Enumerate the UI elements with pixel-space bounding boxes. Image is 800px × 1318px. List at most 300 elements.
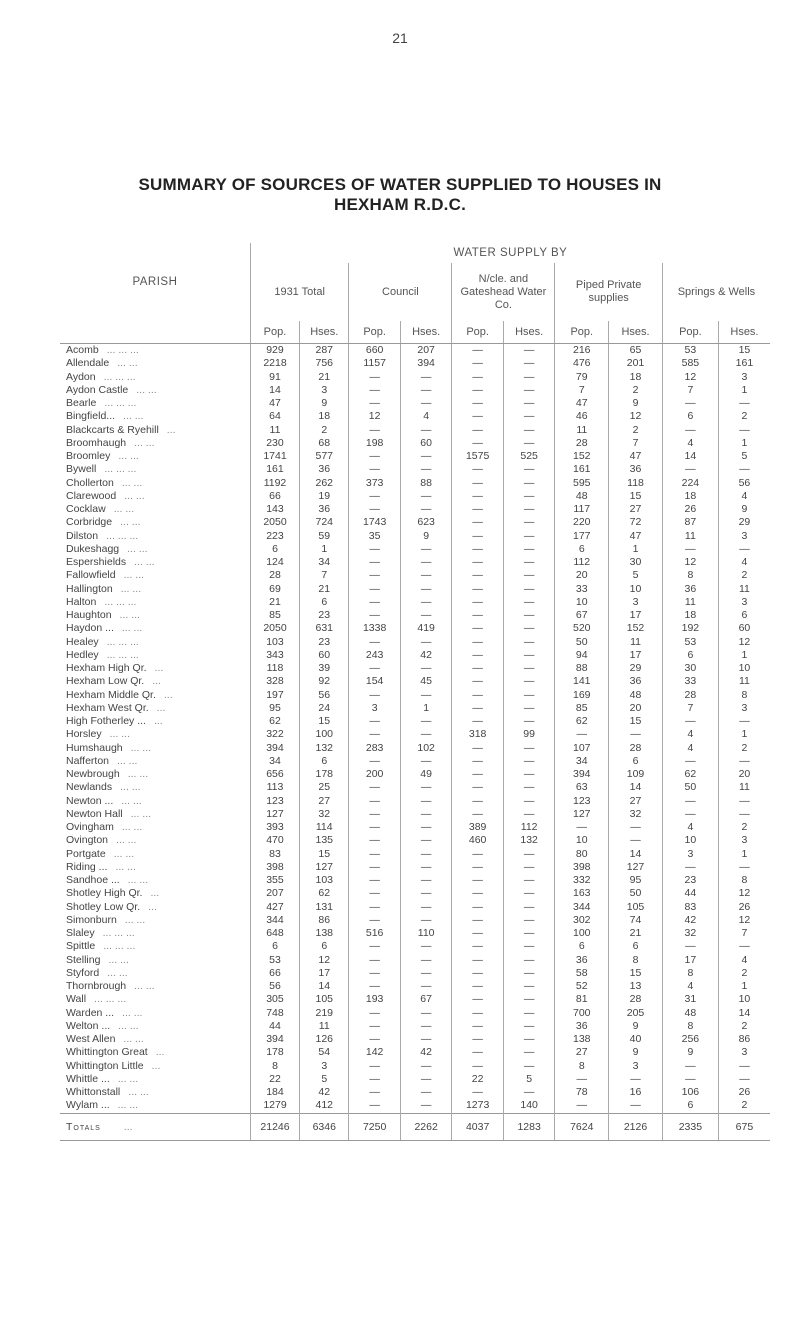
parish-name: Bingfield... <box>66 410 116 423</box>
parish-cell <box>60 503 250 516</box>
value-cell: — <box>452 384 504 397</box>
leader-dots: ... ... <box>123 410 144 423</box>
value-cell: — <box>503 583 555 596</box>
value-cell: — <box>452 808 504 821</box>
leader-dots: ... <box>155 1046 165 1059</box>
value-cell: — <box>503 967 555 980</box>
value-cell: — <box>400 808 452 821</box>
value-cell: 15 <box>609 490 663 503</box>
value-cell: 20 <box>555 569 609 582</box>
value-cell: 66 <box>250 490 299 503</box>
value-cell: 6 <box>662 410 718 423</box>
title-line-2: HEXHAM R.D.C. <box>334 195 466 214</box>
value-cell: 18 <box>609 371 663 384</box>
value-cell: — <box>452 371 504 384</box>
value-cell: — <box>555 821 609 834</box>
value-cell: 154 <box>349 675 401 688</box>
value-cell: — <box>662 1060 718 1073</box>
parish-cell <box>60 1073 250 1086</box>
value-cell: 6 <box>300 596 349 609</box>
value-cell: 177 <box>555 530 609 543</box>
totals-value: 7250 <box>349 1113 401 1140</box>
value-cell: 230 <box>250 437 299 450</box>
value-cell: 15 <box>718 344 770 358</box>
parish-cell <box>60 424 250 437</box>
parish-name: Halton <box>66 595 97 608</box>
value-cell: — <box>662 397 718 410</box>
value-cell: 178 <box>250 1046 299 1059</box>
value-cell: 398 <box>250 861 299 874</box>
value-cell: 10 <box>718 993 770 1006</box>
value-cell: 207 <box>250 887 299 900</box>
value-cell: 3 <box>300 1060 349 1073</box>
value-cell: — <box>400 609 452 622</box>
value-cell: — <box>662 861 718 874</box>
value-cell: 138 <box>300 927 349 940</box>
value-cell: — <box>349 874 401 887</box>
value-cell: — <box>452 437 504 450</box>
parish-cell <box>60 702 250 715</box>
value-cell: 10 <box>555 834 609 847</box>
value-cell: — <box>349 901 401 914</box>
parish-name: Broomley <box>66 450 111 462</box>
leader-dots: ... <box>152 675 161 688</box>
table-row <box>60 675 770 688</box>
value-cell: 585 <box>662 357 718 370</box>
value-cell: — <box>503 424 555 437</box>
header-pop: Pop. <box>662 321 718 344</box>
table-row <box>60 437 770 450</box>
value-cell: — <box>503 755 555 768</box>
value-cell: 110 <box>400 927 452 940</box>
table-row <box>60 530 770 543</box>
value-cell: 6 <box>555 940 609 953</box>
value-cell: — <box>718 755 770 768</box>
value-cell: 29 <box>718 516 770 529</box>
value-cell: 124 <box>250 556 299 569</box>
value-cell: — <box>662 1073 718 1086</box>
table-row <box>60 954 770 967</box>
value-cell: — <box>609 834 663 847</box>
parish-cell <box>60 808 250 821</box>
table-row <box>60 781 770 794</box>
value-cell: 34 <box>300 556 349 569</box>
value-cell: — <box>349 1020 401 1033</box>
parish-cell <box>60 980 250 993</box>
leader-dots: ... ... <box>127 768 149 780</box>
leader-dots: ... ... <box>127 542 148 555</box>
value-cell: — <box>400 371 452 384</box>
parish-name: Newton Hall <box>66 807 123 820</box>
value-cell: — <box>349 795 401 808</box>
value-cell: 1279 <box>250 1099 299 1113</box>
value-cell: — <box>400 689 452 702</box>
value-cell: 3 <box>300 384 349 397</box>
value-cell: 14 <box>609 781 663 794</box>
value-cell: — <box>452 795 504 808</box>
value-cell: 126 <box>300 1033 349 1046</box>
value-cell: 36 <box>609 675 663 688</box>
table-row <box>60 477 770 490</box>
value-cell: 21 <box>250 596 299 609</box>
value-cell: 7 <box>555 384 609 397</box>
value-cell: — <box>503 1007 555 1020</box>
leader-dots: ... ... <box>118 1019 139 1032</box>
parish-name: Whittle ... <box>66 1072 110 1085</box>
value-cell: 660 <box>349 344 401 358</box>
value-cell: 9 <box>718 503 770 516</box>
parish-name: Clarewood <box>66 489 117 502</box>
value-cell: 11 <box>662 530 718 543</box>
table-row <box>60 821 770 834</box>
value-cell: — <box>503 490 555 503</box>
parish-cell <box>60 675 250 688</box>
value-cell: 53 <box>662 636 718 649</box>
value-cell: — <box>349 397 401 410</box>
table-row <box>60 1046 770 1059</box>
value-cell: — <box>555 1099 609 1113</box>
value-cell: 2050 <box>250 516 299 529</box>
value-cell: 103 <box>300 874 349 887</box>
value-cell: 62 <box>250 715 299 728</box>
parish-name: Wylam ... <box>66 1099 110 1112</box>
value-cell: 48 <box>555 490 609 503</box>
table-row <box>60 490 770 503</box>
value-cell: 127 <box>555 808 609 821</box>
leader-dots: ... ... <box>134 980 155 992</box>
value-cell: 17 <box>609 649 663 662</box>
header-total: 1931 Total <box>250 263 349 321</box>
value-cell: 7 <box>609 437 663 450</box>
table-row <box>60 636 770 649</box>
parish-cell <box>60 861 250 874</box>
leader-dots: ... ... <box>117 1099 139 1112</box>
value-cell: 11 <box>718 675 770 688</box>
value-cell: 26 <box>662 503 718 516</box>
value-cell: — <box>349 596 401 609</box>
value-cell: 118 <box>250 662 299 675</box>
totals-value: 2335 <box>662 1113 718 1140</box>
value-cell: 178 <box>300 768 349 781</box>
value-cell: — <box>503 569 555 582</box>
value-cell: — <box>503 636 555 649</box>
value-cell: — <box>503 1060 555 1073</box>
table-row <box>60 503 770 516</box>
parish-cell <box>60 715 250 728</box>
parish-cell <box>60 437 250 450</box>
parish-name: Fallowfield <box>66 569 116 582</box>
value-cell: — <box>400 662 452 675</box>
value-cell: 3 <box>718 371 770 384</box>
value-cell: — <box>349 728 401 741</box>
value-cell: 1338 <box>349 622 401 635</box>
value-cell: 15 <box>300 715 349 728</box>
value-cell: 656 <box>250 768 299 781</box>
parish-cell <box>60 887 250 900</box>
value-cell: — <box>400 715 452 728</box>
value-cell: 17 <box>300 967 349 980</box>
value-cell: 47 <box>250 397 299 410</box>
value-cell: — <box>452 556 504 569</box>
value-cell: 106 <box>662 1086 718 1099</box>
value-cell: — <box>718 715 770 728</box>
leader-dots: ... ... ... <box>103 940 136 953</box>
parish-cell <box>60 742 250 755</box>
value-cell: — <box>662 795 718 808</box>
value-cell: 27 <box>609 503 663 516</box>
leader-dots: ... ... <box>134 556 155 568</box>
value-cell: — <box>503 980 555 993</box>
parish-name: Ovington <box>66 834 109 847</box>
value-cell: — <box>718 424 770 437</box>
value-cell: — <box>349 583 401 596</box>
value-cell: — <box>400 914 452 927</box>
value-cell: 631 <box>300 622 349 635</box>
value-cell: — <box>718 795 770 808</box>
parish-name: Aydon Castle <box>66 383 129 396</box>
value-cell: 216 <box>555 344 609 358</box>
table-row <box>60 874 770 887</box>
value-cell: 26 <box>718 1086 770 1099</box>
value-cell: 8 <box>555 1060 609 1073</box>
table-row <box>60 834 770 847</box>
value-cell: 72 <box>609 516 663 529</box>
value-cell: 24 <box>300 702 349 715</box>
value-cell: 4 <box>718 490 770 503</box>
parish-name: Spittle <box>66 940 96 953</box>
value-cell: 39 <box>300 662 349 675</box>
value-cell: — <box>503 357 555 370</box>
value-cell: 4 <box>662 980 718 993</box>
value-cell: — <box>503 1033 555 1046</box>
value-cell: 224 <box>662 477 718 490</box>
value-cell: — <box>503 715 555 728</box>
value-cell: 20 <box>718 768 770 781</box>
value-cell: — <box>662 463 718 476</box>
parish-cell <box>60 583 250 596</box>
value-cell: 15 <box>609 715 663 728</box>
value-cell: — <box>349 781 401 794</box>
value-cell: 50 <box>662 781 718 794</box>
value-cell: 29 <box>609 662 663 675</box>
value-cell: — <box>503 477 555 490</box>
value-cell: 6 <box>555 543 609 556</box>
value-cell: 140 <box>503 1099 555 1113</box>
value-cell: 53 <box>250 954 299 967</box>
value-cell: 34 <box>250 755 299 768</box>
value-cell: 27 <box>555 1046 609 1059</box>
table-row <box>60 357 770 370</box>
leader-dots: ... ... <box>128 1086 149 1098</box>
value-cell: 131 <box>300 901 349 914</box>
value-cell: 100 <box>300 728 349 741</box>
value-cell: 6 <box>662 649 718 662</box>
totals-dots: ... <box>123 1120 133 1133</box>
value-cell: 394 <box>250 742 299 755</box>
value-cell: 86 <box>300 914 349 927</box>
value-cell: 12 <box>718 636 770 649</box>
parish-cell <box>60 463 250 476</box>
value-cell: 8 <box>609 954 663 967</box>
value-cell: 14 <box>250 384 299 397</box>
value-cell: 27 <box>609 795 663 808</box>
parish-name: Newton ... <box>66 794 114 807</box>
value-cell: — <box>452 503 504 516</box>
parish-cell <box>60 1033 250 1046</box>
value-cell: — <box>400 1073 452 1086</box>
value-cell: — <box>452 410 504 423</box>
value-cell: — <box>452 993 504 1006</box>
value-cell: — <box>718 543 770 556</box>
value-cell: — <box>662 424 718 437</box>
value-cell: — <box>400 543 452 556</box>
value-cell: — <box>503 609 555 622</box>
table-row <box>60 914 770 927</box>
value-cell: 21 <box>300 371 349 384</box>
leader-dots: ... <box>151 1059 161 1072</box>
value-cell: 18 <box>662 490 718 503</box>
parish-cell <box>60 569 250 582</box>
value-cell: — <box>718 397 770 410</box>
value-cell: — <box>452 914 504 927</box>
value-cell: 49 <box>400 768 452 781</box>
leader-dots: ... ... <box>107 966 128 979</box>
value-cell: 1 <box>300 543 349 556</box>
value-cell: 161 <box>555 463 609 476</box>
value-cell: 3 <box>609 596 663 609</box>
parish-name: High Fotherley ... <box>66 715 146 727</box>
value-cell: 724 <box>300 516 349 529</box>
table-row <box>60 344 770 358</box>
value-cell: 66 <box>250 967 299 980</box>
value-cell: 13 <box>609 980 663 993</box>
value-cell: 169 <box>555 689 609 702</box>
value-cell: — <box>503 927 555 940</box>
parish-name: Healey <box>66 635 99 648</box>
value-cell: 102 <box>400 742 452 755</box>
value-cell: 21 <box>609 927 663 940</box>
value-cell: 127 <box>250 808 299 821</box>
parish-name: Whittington Little <box>66 1059 144 1072</box>
value-cell: 14 <box>609 848 663 861</box>
value-cell: — <box>349 887 401 900</box>
value-cell: — <box>503 622 555 635</box>
value-cell: 143 <box>250 503 299 516</box>
leader-dots: ... ... <box>115 860 136 873</box>
parish-name: Haughton <box>66 609 112 621</box>
header-council: Council <box>349 263 452 321</box>
value-cell: 23 <box>662 874 718 887</box>
value-cell: 1743 <box>349 516 401 529</box>
value-cell: — <box>452 755 504 768</box>
value-cell: 2 <box>718 742 770 755</box>
parish-cell <box>60 834 250 847</box>
value-cell: — <box>452 742 504 755</box>
value-cell: — <box>555 728 609 741</box>
table-row <box>60 848 770 861</box>
value-cell: 60 <box>718 622 770 635</box>
value-cell: — <box>503 662 555 675</box>
parish-name: Riding ... <box>66 860 108 873</box>
value-cell: 56 <box>250 980 299 993</box>
parish-name: Chollerton <box>66 476 114 489</box>
value-cell: 7 <box>300 569 349 582</box>
value-cell: 6 <box>609 940 663 953</box>
value-cell: 11 <box>300 1020 349 1033</box>
parish-name: Haydon ... <box>66 622 114 635</box>
value-cell: 117 <box>555 503 609 516</box>
value-cell: 48 <box>609 689 663 702</box>
value-cell: 118 <box>609 477 663 490</box>
value-cell: — <box>718 463 770 476</box>
value-cell: 26 <box>718 901 770 914</box>
table-row <box>60 516 770 529</box>
value-cell: — <box>452 583 504 596</box>
value-cell: 52 <box>555 980 609 993</box>
value-cell: 11 <box>609 636 663 649</box>
value-cell: — <box>452 927 504 940</box>
value-cell: 1 <box>718 437 770 450</box>
value-cell: 79 <box>555 371 609 384</box>
value-cell: 3 <box>662 848 718 861</box>
value-cell: — <box>400 967 452 980</box>
value-cell: — <box>400 569 452 582</box>
value-cell: 14 <box>718 1007 770 1020</box>
value-cell: — <box>452 490 504 503</box>
value-cell: — <box>400 848 452 861</box>
table-row <box>60 728 770 741</box>
value-cell: 42 <box>400 1046 452 1059</box>
leader-dots: ... ... <box>124 913 146 926</box>
value-cell: 355 <box>250 874 299 887</box>
value-cell: 516 <box>349 927 401 940</box>
value-cell: — <box>400 1099 452 1113</box>
value-cell: 16 <box>609 1086 663 1099</box>
parish-cell <box>60 768 250 781</box>
value-cell: — <box>400 596 452 609</box>
value-cell: 7 <box>662 702 718 715</box>
value-cell: 132 <box>300 742 349 755</box>
value-cell: — <box>349 689 401 702</box>
value-cell: 318 <box>452 728 504 741</box>
value-cell: — <box>609 728 663 741</box>
value-cell: 105 <box>300 993 349 1006</box>
value-cell: 394 <box>555 768 609 781</box>
value-cell: — <box>503 742 555 755</box>
page-title <box>0 175 800 215</box>
value-cell: 69 <box>250 583 299 596</box>
value-cell: — <box>452 530 504 543</box>
value-cell: 28 <box>609 993 663 1006</box>
value-cell: — <box>452 1033 504 1046</box>
value-cell: — <box>349 848 401 861</box>
table-row <box>60 556 770 569</box>
value-cell: 9 <box>609 397 663 410</box>
value-cell: — <box>503 848 555 861</box>
parish-cell <box>60 410 250 423</box>
value-cell: — <box>349 1073 401 1086</box>
value-cell: — <box>452 357 504 370</box>
value-cell: 6 <box>662 1099 718 1113</box>
value-cell: 6 <box>250 940 299 953</box>
table-row <box>60 689 770 702</box>
leader-dots: ... ... <box>117 754 138 767</box>
value-cell: 47 <box>555 397 609 410</box>
parish-cell <box>60 1099 250 1113</box>
value-cell: — <box>503 397 555 410</box>
value-cell: 74 <box>609 914 663 927</box>
value-cell: 332 <box>555 874 609 887</box>
